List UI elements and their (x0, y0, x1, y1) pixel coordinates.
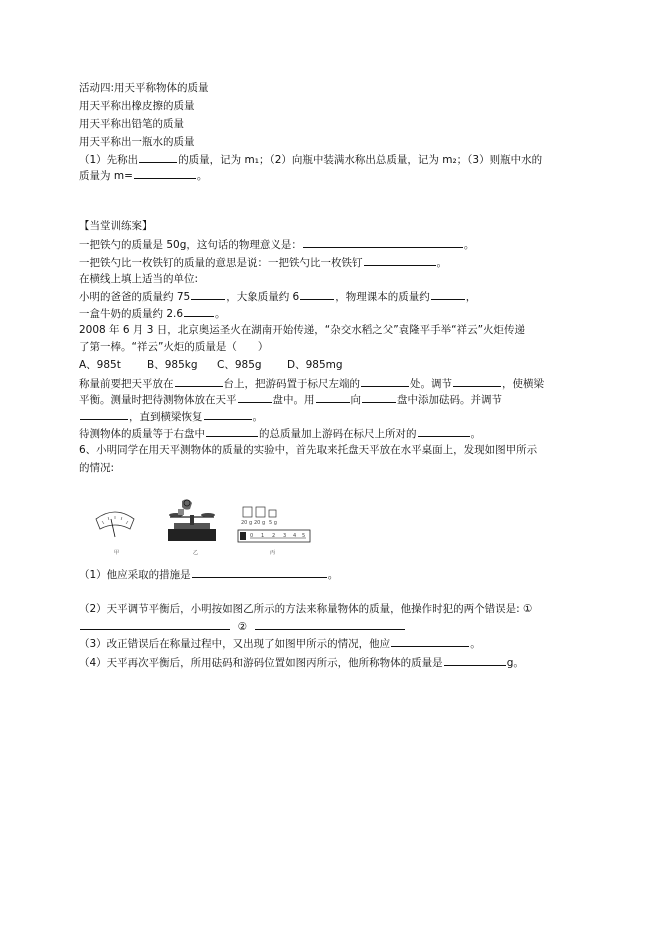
answer-blank[interactable] (80, 619, 230, 630)
section-heading: 【当堂训练案】 (79, 220, 153, 232)
answer-blank[interactable] (139, 152, 177, 163)
text: （3）改正错误后在称量过程中，又出现了如图甲所示的情况，他应 (79, 638, 391, 650)
answer-blank[interactable] (316, 392, 350, 403)
activity-title: 活动四:用天平称物体的质量 (79, 82, 209, 94)
answer-blank[interactable] (361, 376, 409, 387)
answer-blank[interactable] (184, 306, 214, 317)
scale-num: 2 (272, 533, 276, 539)
scale-num: 4 (293, 533, 297, 539)
option-c[interactable]: C、985g (217, 359, 262, 371)
answer-blank[interactable] (391, 636, 469, 647)
answer-blank[interactable] (418, 426, 470, 437)
text: ，大象质量约 6 (226, 291, 300, 303)
scale-num: 0 (250, 533, 254, 539)
question-line: 6、小明同学在用天平测物体的质量的实验中，首先取来托盘天平放在水平桌面上，发现如图甲所示 (79, 444, 538, 456)
text: 。 (463, 239, 475, 251)
text: 。 (215, 308, 226, 320)
question-line: （2）天平调节平衡后，小明按如图乙所示的方法来称量物体的质量，他操作时犯的两个错误是: ① (79, 603, 533, 615)
balance-figure (168, 499, 216, 556)
text: ， (465, 291, 477, 303)
question-line (79, 306, 226, 321)
text: ，物理课本的质量约 (335, 291, 430, 303)
question-line (79, 255, 447, 270)
option-b[interactable]: B、985kg (147, 359, 198, 371)
text: g。 (506, 657, 524, 669)
options-line (79, 358, 343, 372)
text: 称量前要把天平放在 (79, 378, 174, 390)
text: 一把铁勺比一枚铁钉的质量的意思是说：一把铁勺比一枚铁钉 (79, 257, 363, 269)
question-line (79, 619, 406, 634)
text: （4）天平再次平衡后，所用砝码和游码位置如图丙所示，他所称物体的质量是 (79, 657, 443, 669)
activity-item: 用天平称出橡皮擦的质量 (79, 100, 195, 112)
text: （1）他应采取的措施是 (79, 569, 191, 581)
option-d[interactable]: D、985mg (287, 359, 343, 371)
activity-item: 用天平称出铅笔的质量 (79, 118, 184, 130)
weight-label: 20 g (241, 520, 253, 526)
balance-figures (90, 497, 315, 559)
activity-item: 用天平称出一瓶水的质量 (79, 136, 195, 148)
scale-num: 1 (261, 533, 265, 539)
text: （1）先称出 (79, 154, 139, 166)
answer-blank[interactable] (444, 655, 506, 666)
activity-steps-line1 (79, 152, 542, 167)
text: 的质量，记为 m₁；（2）向瓶中装满水称出总质量，记为 m₂；（3）则瓶中水的 (178, 154, 543, 166)
weights-figure (238, 507, 310, 556)
text: 。 (252, 411, 263, 423)
question-line: 在横线上填上适当的单位: (79, 273, 199, 285)
question-line (79, 409, 263, 424)
answer-blank[interactable] (303, 237, 463, 248)
text: 。 (470, 638, 481, 650)
text: 。 (327, 569, 339, 581)
text: 待测物体的质量等于右盘中 (79, 428, 205, 440)
answer-blank[interactable] (431, 289, 465, 300)
question-line (79, 289, 476, 304)
scale-num: 3 (283, 533, 287, 539)
text: 。 (196, 170, 208, 182)
text: 一盒牛奶的质量约 2.6 (79, 308, 184, 320)
text: 质量为 m= (79, 170, 133, 182)
caption-yi: 乙 (193, 550, 199, 556)
weight-label: 5 g (269, 520, 277, 526)
question-line (79, 636, 481, 651)
text: 一把铁勺的质量是 50g，这句话的物理意义是： (79, 239, 302, 251)
answer-blank[interactable] (191, 289, 225, 300)
text: 小明的爸爸的质量约 75 (79, 291, 191, 303)
question-line (79, 392, 502, 407)
text: 。 (470, 428, 481, 440)
text: ，使横梁 (502, 378, 544, 390)
text: 处。调节 (410, 378, 452, 390)
option-a[interactable]: A、985t (79, 359, 121, 371)
answer-blank[interactable] (192, 567, 327, 578)
answer-blank[interactable] (204, 409, 252, 420)
caption-jia: 甲 (114, 550, 120, 556)
text: 盘中添加砝码。并调节 (397, 394, 502, 406)
scale-num: 5 (302, 533, 306, 539)
text: 台上，把游码置于标尺左端的 (223, 378, 360, 390)
answer-blank[interactable] (80, 409, 128, 420)
text: ，直到横梁恢复 (129, 411, 203, 423)
answer-blank[interactable] (255, 619, 405, 630)
text: 向 (350, 394, 361, 406)
gauge-figure (96, 512, 134, 556)
answer-blank[interactable] (364, 255, 436, 266)
text: ② (237, 621, 248, 633)
caption-bing: 丙 (270, 550, 276, 556)
answer-blank[interactable] (362, 392, 396, 403)
question-line (79, 567, 338, 582)
question-line: 2008 年 6 月 3 日，北京奥运圣火在湖南开始传递，“杂交水稻之父”袁隆平手举“祥云”火炬传递 (79, 324, 526, 336)
question-line (79, 426, 481, 441)
answer-blank[interactable] (206, 426, 258, 437)
question-line: 了第一棒。“祥云”火炬的质量是（ ） (79, 341, 269, 353)
answer-blank[interactable] (134, 168, 196, 179)
answer-blank[interactable] (300, 289, 334, 300)
question-line (79, 376, 544, 391)
text: 平衡。测量时把待测物体放在天平 (79, 394, 237, 406)
answer-blank[interactable] (238, 392, 272, 403)
weight-label: 20 g (254, 520, 266, 526)
question-line (79, 655, 524, 670)
answer-blank[interactable] (453, 376, 501, 387)
answer-blank[interactable] (175, 376, 223, 387)
text: 的总质量加上游码在标尺上所对的 (259, 428, 417, 440)
text: 盘中。用 (272, 394, 315, 406)
question-line (79, 237, 474, 252)
question-line: 的情况: (79, 462, 115, 474)
text: 。 (436, 257, 447, 269)
activity-steps-line2 (79, 168, 207, 183)
